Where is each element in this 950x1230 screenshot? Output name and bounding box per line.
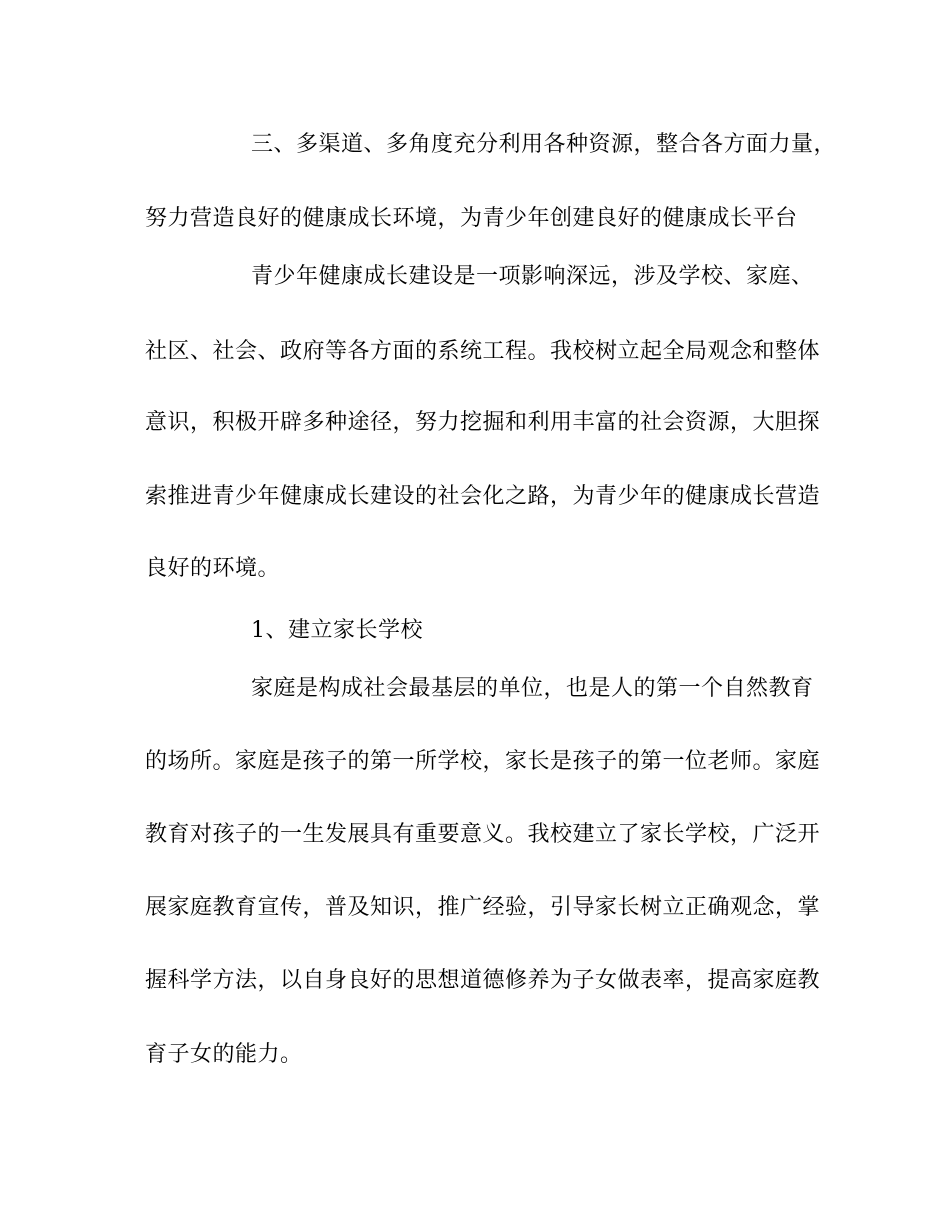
paragraph-line: 育子女的能力。 (145, 1042, 303, 1067)
section-heading-line-1: 三、多渠道、多角度充分利用各种资源，整合各方面力量， (251, 132, 837, 157)
paragraph-line: 握科学方法，以自身良好的思想道德修养为子女做表率，提高家庭教 (145, 968, 821, 993)
paragraph-line: 教育对孩子的一生发展具有重要意义。我校建立了家长学校，广泛开 (145, 822, 821, 847)
subheading: 1、建立家长学校 (251, 618, 423, 643)
paragraph-line: 索推进青少年健康成长建设的社会化之路，为青少年的健康成长营造 (145, 484, 821, 509)
paragraph-line: 意识，积极开辟多种途径，努力挖掘和利用丰富的社会资源，大胆探 (145, 410, 821, 435)
paragraph-line: 展家庭教育宣传，普及知识，推广经验，引导家长树立正确观念，掌 (145, 895, 821, 920)
paragraph-line: 社区、社会、政府等各方面的系统工程。我校树立起全局观念和整体 (145, 339, 821, 364)
paragraph-line: 良好的环境。 (145, 556, 281, 581)
section-heading-line-2: 努力营造良好的健康成长环境，为青少年创建良好的健康成长平台 (145, 206, 798, 231)
paragraph-line: 青少年健康成长建设是一项影响深远，涉及学校、家庭、 (251, 264, 814, 289)
paragraph-line: 的场所。家庭是孩子的第一所学校，家长是孩子的第一位老师。家庭 (145, 749, 821, 774)
paragraph-line: 家庭是构成社会最基层的单位，也是人的第一个自然教育 (251, 676, 814, 701)
